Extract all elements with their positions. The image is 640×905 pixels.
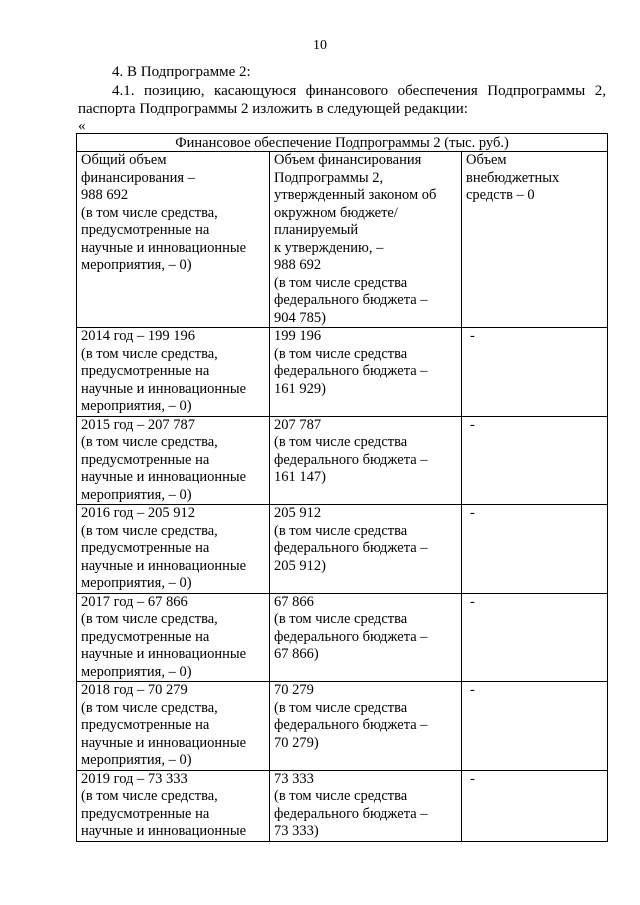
cell-line: (в том числе средства, (81, 611, 218, 627)
cell-line: предусмотренные на (81, 717, 210, 733)
table-row (77, 416, 608, 505)
cell-line: 2017 год – 67 866 (81, 593, 188, 610)
cell-line: (в том числе средства (274, 611, 408, 627)
table-row (77, 593, 608, 682)
cell-line: 988 692 (274, 257, 322, 273)
cell-line: 67 866 (274, 593, 314, 610)
table-body (77, 152, 608, 842)
cell-line: предусмотренные на (81, 628, 210, 645)
cell-line: внебюджетных (466, 169, 560, 186)
cell-line: 199 196 (274, 328, 322, 344)
cell-line: (в том числе средства (274, 522, 408, 539)
section-heading: 4. В Подпрограмме 2: (112, 64, 251, 80)
year-program-cell (270, 416, 462, 505)
year-total-cell (77, 593, 270, 682)
empty-value-dash: - (470, 328, 475, 344)
year-extrabudgetary-cell (462, 682, 608, 771)
year-total-cell (77, 328, 270, 417)
year-total-cell (77, 505, 270, 594)
cell-line: 988 692 (81, 187, 129, 203)
cell-line: мероприятия, – 0) (81, 663, 192, 680)
empty-value-dash: - (470, 505, 475, 521)
cell-line: 161 147) (274, 469, 326, 485)
cell-line: предусмотренные на (81, 451, 210, 468)
cell-line: окружном бюджете/ (274, 204, 398, 221)
cell-line: федерального бюджета – (274, 717, 428, 733)
empty-value-dash: - (470, 682, 475, 698)
cell-line: 2018 год – 70 279 (81, 682, 188, 698)
cell-line: (в том числе средства (274, 345, 408, 362)
cell-line: 73 333) (274, 823, 319, 839)
year-program-cell (270, 770, 462, 841)
year-extrabudgetary-cell (462, 328, 608, 417)
total-financing-cell (77, 152, 270, 328)
cell-line: научные и инновационные (81, 469, 247, 485)
cell-line: 207 787 (274, 416, 322, 433)
cell-line: (в том числе средства, (81, 204, 218, 221)
year-program-cell (270, 328, 462, 417)
cell-line: Объем финансирования (274, 152, 422, 168)
cell-line: мероприятия, – 0) (81, 398, 192, 414)
cell-line: 2019 год – 73 333 (81, 770, 188, 787)
year-extrabudgetary-cell (462, 593, 608, 682)
year-program-cell (270, 593, 462, 682)
cell-line: научные и инновационные (81, 734, 247, 751)
cell-line: (в том числе средства, (81, 522, 218, 539)
cell-line: 2014 год – 199 196 (81, 328, 196, 344)
cell-line: (в том числе средства (274, 788, 408, 804)
empty-value-dash: - (470, 770, 475, 787)
cell-line: (в том числе средства, (81, 434, 218, 450)
page-number: 10 (313, 38, 327, 53)
year-program-cell (270, 505, 462, 594)
cell-line: мероприятия, – 0) (81, 752, 192, 768)
cell-line: мероприятия, – 0) (81, 575, 192, 591)
table-header-row (77, 152, 608, 328)
table-row (77, 770, 608, 841)
cell-line: (в том числе средства, (81, 345, 218, 362)
year-extrabudgetary-cell (462, 505, 608, 594)
cell-line: 2016 год – 205 912 (81, 505, 196, 521)
cell-line: федерального бюджета – (274, 628, 428, 645)
table-row (77, 328, 608, 417)
cell-line: 904 785) (274, 309, 326, 326)
cell-line: утвержденный законом об (274, 187, 437, 203)
cell-line: научные и инновационные (81, 380, 247, 397)
empty-value-dash: - (470, 593, 475, 610)
cell-line: Общий объем (81, 152, 167, 168)
cell-line: Подпрограммы 2, (274, 169, 384, 186)
year-total-cell (77, 682, 270, 771)
cell-line: федерального бюджета – (274, 451, 428, 468)
cell-line: 205 912) (274, 557, 326, 574)
table-row (77, 682, 608, 771)
year-total-cell (77, 416, 270, 505)
year-program-cell (270, 682, 462, 771)
cell-line: 67 866) (274, 646, 319, 662)
cell-line: 73 333 (274, 770, 314, 787)
cell-line: предусмотренные на (81, 363, 210, 379)
year-total-cell (77, 770, 270, 841)
cell-line: научные и инновационные (81, 646, 247, 662)
cell-line: (в том числе средства (274, 434, 408, 450)
cell-line: к утверждению, – (274, 239, 384, 256)
empty-value-dash: - (470, 416, 475, 433)
cell-line: финансирования – (81, 169, 195, 186)
opening-quote: « (78, 118, 86, 134)
cell-line: научные и инновационные (81, 239, 247, 256)
cell-line: планируемый (274, 222, 359, 238)
cell-line: федерального бюджета – (274, 540, 428, 556)
cell-line: предусмотренные на (81, 222, 210, 238)
cell-line: средств – 0 (466, 187, 535, 203)
table-caption: Финансовое обеспечение Подпрограммы 2 (тыс. руб.) (77, 134, 608, 152)
cell-line: предусмотренные на (81, 540, 210, 556)
cell-line: 161 929) (274, 380, 326, 397)
cell-line: 205 912 (274, 505, 322, 521)
cell-line: федерального бюджета – (274, 363, 428, 379)
cell-line: мероприятия, – 0) (81, 486, 192, 503)
program-financing-cell (270, 152, 462, 328)
cell-line: федерального бюджета – (274, 805, 428, 822)
cell-line: научные и инновационные (81, 823, 247, 839)
cell-line: (в том числе средства, (81, 699, 218, 716)
cell-line: федерального бюджета – (274, 292, 428, 308)
amendment-paragraph: 4.1. позицию, касающуюся финансового обеспечения Подпрограммы 2, паспорта Подпрограммы 2 изложить в следующей редакции: (78, 83, 606, 117)
cell-line: 70 279 (274, 682, 314, 698)
cell-line: (в том числе средства (274, 699, 408, 716)
table-row (77, 505, 608, 594)
cell-line: предусмотренные на (81, 805, 210, 822)
extrabudgetary-cell (462, 152, 608, 328)
year-extrabudgetary-cell (462, 770, 608, 841)
cell-line: (в том числе средства (274, 274, 408, 291)
cell-line: (в том числе средства, (81, 788, 218, 804)
financing-table (76, 133, 608, 842)
cell-line: мероприятия, – 0) (81, 257, 192, 273)
year-extrabudgetary-cell (462, 416, 608, 505)
cell-line: научные и инновационные (81, 557, 247, 574)
cell-line: Объем (466, 152, 507, 168)
cell-line: 70 279) (274, 734, 319, 751)
cell-line: 2015 год – 207 787 (81, 416, 196, 433)
